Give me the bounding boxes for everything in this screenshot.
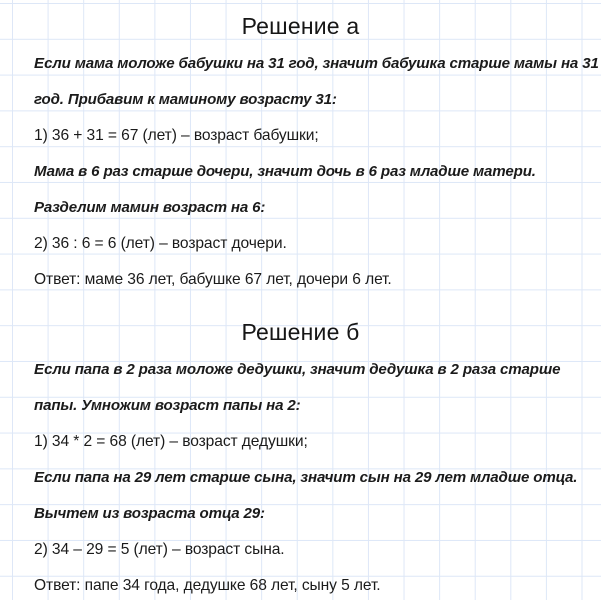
solution-a-line-3: Мама в 6 раз старше дочери, значит дочь в 6 раз младше матери. [34,163,536,180]
solution-section-a [0,0,601,298]
solution-b-line-1: Если папа в 2 раза моложе дедушки, значит дедушка в 2 раза старше [34,361,561,378]
solution-section-b [0,298,601,604]
solution-b-step-1: 1) 34 * 2 = 68 (лет) – возраст дедушки; [34,433,308,450]
solution-b-lines [0,352,601,604]
solution-b-line-2: папы. Умножим возраст папы на 2: [34,397,301,414]
solution-a-title: Решение а [241,13,360,39]
solution-a-step-2: 2) 36 : 6 = 6 (лет) – возраст дочери. [34,235,287,252]
solution-a-line-2: год. Прибавим к маминому возрасту 31: [34,91,337,108]
solution-a-line-1: Если мама моложе бабушки на 31 год, значит бабушка старше мамы на 31 [34,55,599,72]
solution-b-title: Решение б [241,319,360,345]
solution-a-lines [0,46,601,298]
solution-a-step-1: 1) 36 + 31 = 67 (лет) – возраст бабушки; [34,127,319,144]
solution-b-step-2: 2) 34 – 29 = 5 (лет) – возраст сына. [34,541,285,558]
solution-b-answer: Ответ: папе 34 года, дедушке 68 лет, сыну 5 лет. [34,577,381,594]
solution-b-line-4: Вычтем из возраста отца 29: [34,505,265,522]
solution-a-answer: Ответ: маме 36 лет, бабушке 67 лет, дочери 6 лет. [34,271,392,288]
solution-a-line-4: Разделим мамин возраст на 6: [34,199,266,216]
solution-b-line-3: Если папа на 29 лет старше сына, значит сын на 29 лет младше отца. [34,469,578,486]
